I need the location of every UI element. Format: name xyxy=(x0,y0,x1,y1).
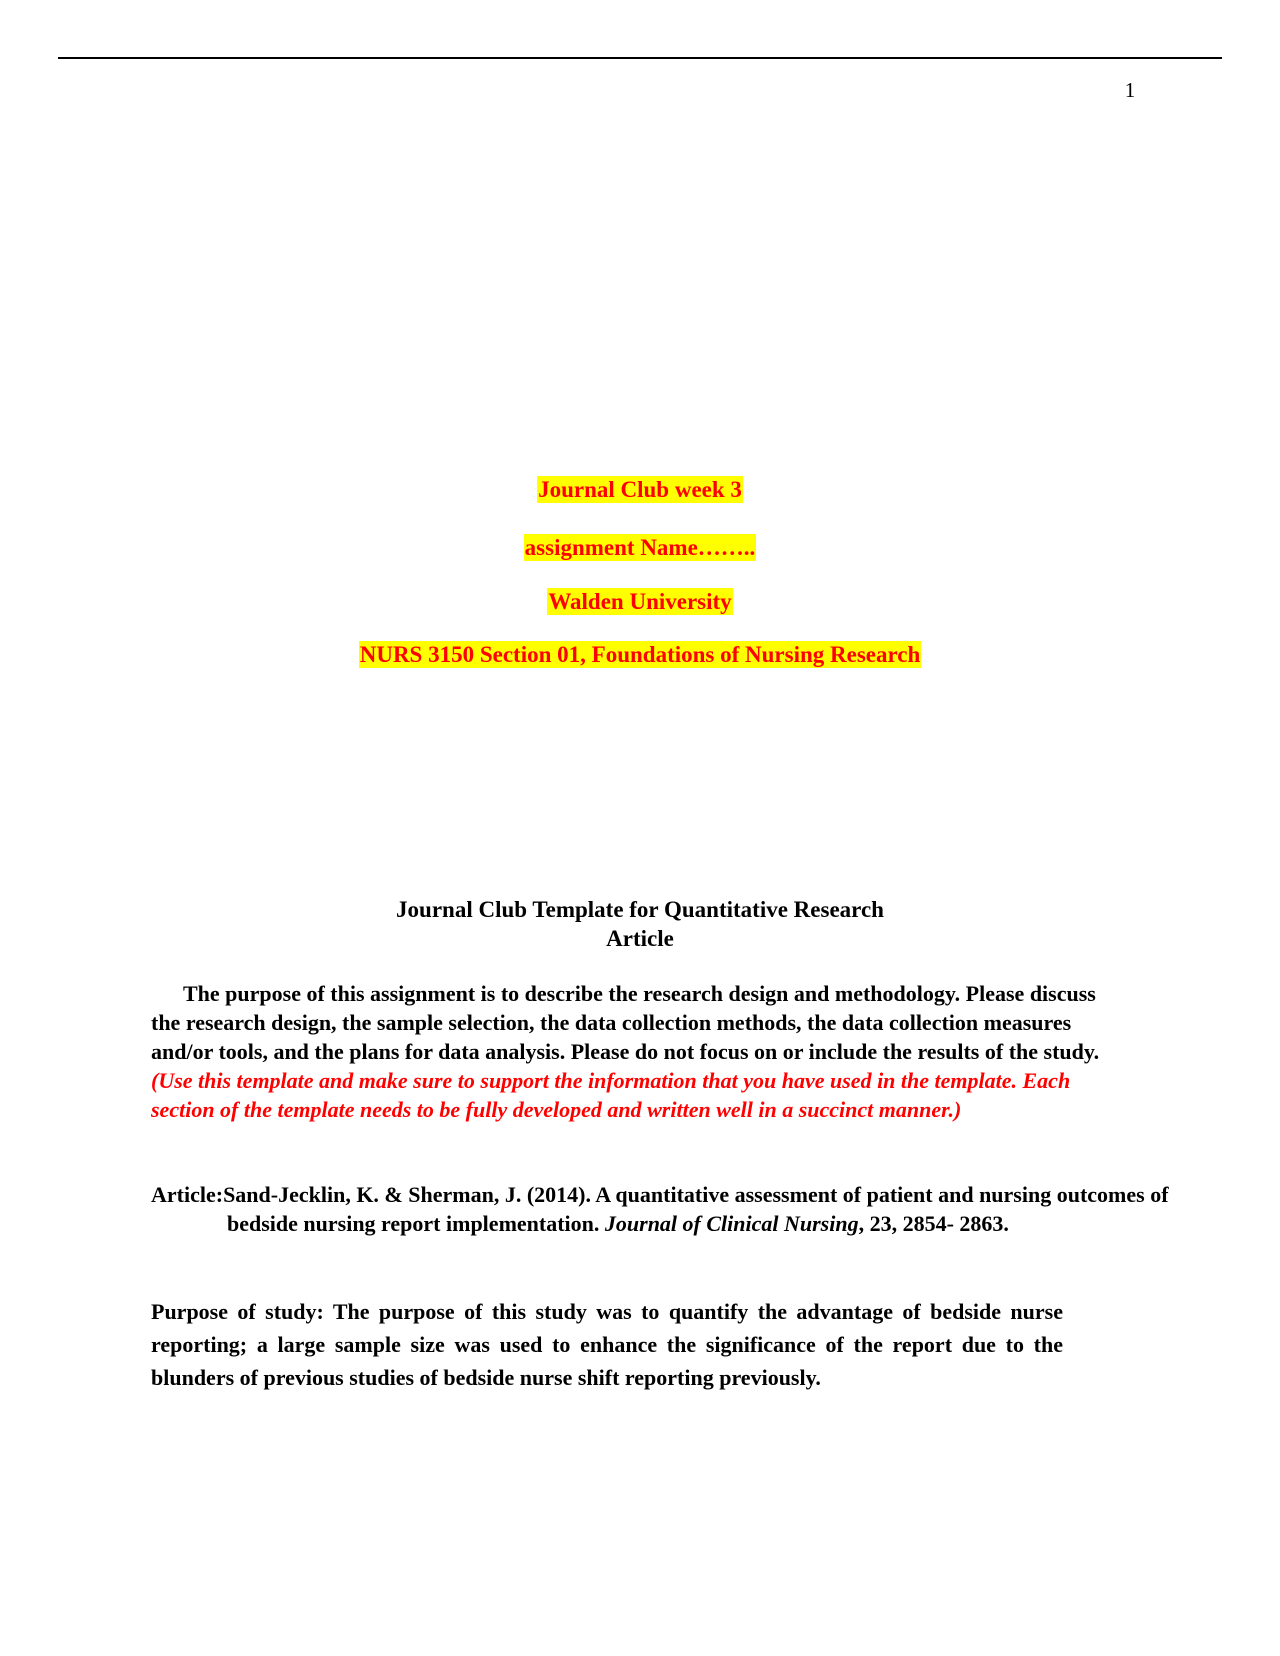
template-heading-line-2: Article xyxy=(606,926,674,951)
title-line-3-text: Walden University xyxy=(548,589,732,614)
title-line-assignment-week xyxy=(0,477,1280,503)
title-line-university xyxy=(0,589,1280,615)
title-line-1-text: Journal Club week 3 xyxy=(538,477,742,502)
article-citation-paragraph xyxy=(151,1180,1172,1238)
template-heading-line-1: Journal Club Template for Quantitative Research xyxy=(396,897,884,922)
article-citation-text: Sand-Jecklin, K. & Sherman, J. (2014). A quantitative assessment of patient and nursing outcomes of bedside nursing report implementation. xyxy=(223,1182,1169,1236)
article-label: Article: xyxy=(151,1182,224,1207)
assignment-purpose-paragraph xyxy=(151,979,1121,1124)
assignment-purpose-text: The purpose of this assignment is to describe the research design and methodology. Please discuss the research design, the sample selection, the data collection methods, the data collection measures and/or tools, and the plans for data analysis. Please do not focus on or include the results of the study. xyxy=(151,981,1100,1064)
article-volume-pages: , 23, 2854- 2863. xyxy=(858,1211,1009,1236)
article-journal-name: Journal of Clinical Nursing xyxy=(604,1211,859,1236)
title-line-course xyxy=(0,642,1280,668)
assignment-purpose-note: (Use this template and make sure to support the information that you have used in the template. Each section of the template needs to be fully developed and written well in a succinct manner.) xyxy=(151,1068,1071,1122)
title-line-assignment-name xyxy=(0,535,1280,561)
purpose-of-study-paragraph: Purpose of study: The purpose of this study was to quantify the advantage of bedside nurse reporting; a large sample size was used to enhance the significance of the report due to the blunders of previous studies of bedside nurse shift reporting previously. xyxy=(151,1299,1063,1390)
title-line-2-text: assignment Name…….. xyxy=(524,535,756,560)
page-number: 1 xyxy=(1124,78,1136,102)
title-line-4-text: NURS 3150 Section 01, Foundations of Nursing Research xyxy=(359,642,921,667)
template-heading xyxy=(0,895,1280,953)
header-rule xyxy=(58,57,1222,59)
